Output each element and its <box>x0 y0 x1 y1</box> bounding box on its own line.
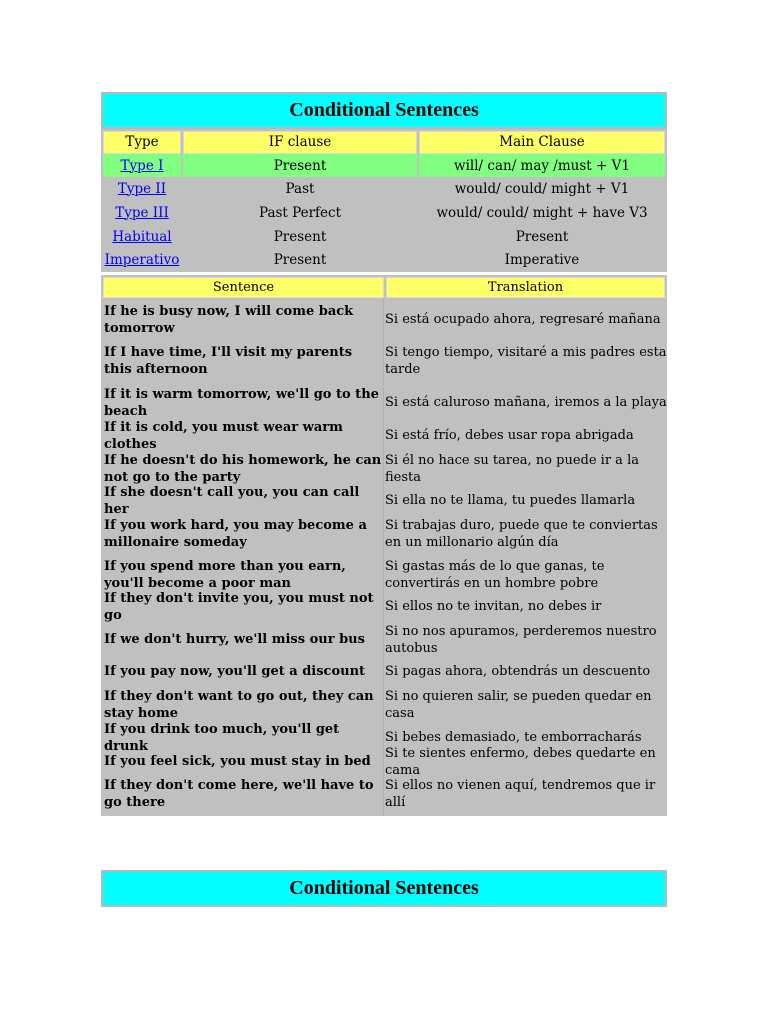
table-row <box>101 484 667 517</box>
sentence-cell: If you drink too much, you'll get drunk <box>104 721 340 754</box>
sentence-cell: If you spend more than you earn, you'll become a poor man <box>104 558 346 591</box>
sentence-cell: If I have time, I'll visit my parents this afternoon <box>104 344 353 377</box>
header-type: Type <box>103 131 181 154</box>
page-title: Conditional Sentences <box>101 92 667 129</box>
table-row <box>101 745 667 778</box>
sentence-cell: If they don't come here, we'll have to go there <box>104 777 374 810</box>
sentence-cell: If you pay now, you'll get a discount <box>104 664 366 680</box>
table-row <box>101 775 667 813</box>
translation-cell: Si ellos no vienen aquí, tendremos que ir allí <box>385 777 656 810</box>
if-clause-cell: Past <box>285 180 315 197</box>
types-header-row <box>101 131 667 154</box>
main-clause-cell: will/ can/ may /must + V1 <box>419 154 665 177</box>
header-if-clause: IF clause <box>183 131 417 154</box>
types-row-habitual <box>101 225 667 248</box>
sentence-cell: If they don't invite you, you must not go <box>104 590 374 623</box>
main-clause-cell: would/ could/ might + have V3 <box>436 204 648 221</box>
translation-cell: Si ellos no te invitan, no debes ir <box>385 599 602 615</box>
sentence-cell: If it is warm tomorrow, we'll go to the beach <box>104 386 379 419</box>
header-sentence: Sentence <box>103 277 384 298</box>
sentence-cell: If she doesn't call you, you can call her <box>104 484 360 517</box>
translation-cell: Si trabajas duro, puede que te conviertas en un millonario algún día <box>385 517 658 550</box>
sentence-cell: If they don't want to go out, they can stay home <box>104 688 374 721</box>
types-row-type-i <box>101 154 667 177</box>
table-row <box>101 556 667 594</box>
translation-cell: Si gastas más de lo que ganas, te convertirás en un hombre pobre <box>385 558 605 591</box>
if-clause-cell: Past Perfect <box>258 204 342 221</box>
section-title-bottom: Conditional Sentences <box>101 870 667 907</box>
types-row-type-iii <box>101 201 667 224</box>
translation-cell: Si te sientes enfermo, debes quedarte en cama <box>385 745 656 778</box>
table-row <box>101 342 667 380</box>
table-row <box>101 419 667 452</box>
translation-cell: Si está caluroso mañana, iremos a la playa <box>385 395 667 411</box>
table-row <box>101 621 667 659</box>
type-cell <box>103 154 181 177</box>
type-iii-link[interactable]: Type III <box>115 204 169 221</box>
translation-cell: Si pagas ahora, obtendrás un descuento <box>385 664 651 680</box>
sentences-table <box>101 275 667 816</box>
main-clause-cell: would/ could/ might + V1 <box>454 180 630 197</box>
type-i-link[interactable]: Type I <box>120 157 164 174</box>
header-main-clause: Main Clause <box>419 131 665 154</box>
sentence-cell: If he is busy now, I will come back tomorrow <box>104 303 354 336</box>
table-row <box>101 686 667 724</box>
table-row <box>101 515 667 553</box>
types-table <box>101 129 667 272</box>
type-cell <box>103 177 181 200</box>
translation-cell: Si él no hace su tarea, no puede ir a la fiesta <box>385 452 639 485</box>
translation-cell: Si está ocupado ahora, regresaré mañana <box>385 312 661 328</box>
table-row <box>101 450 667 488</box>
type-ii-link[interactable]: Type II <box>117 180 167 197</box>
translation-cell: Si bebes demasiado, te emborracharás <box>385 730 642 746</box>
translation-cell: Si tengo tiempo, visitaré a mis padres esta tarde <box>385 344 667 377</box>
main-clause-cell: Imperative <box>504 251 580 268</box>
habitual-link[interactable]: Habitual <box>112 228 172 245</box>
table-row <box>101 301 667 339</box>
translation-cell: Si no quieren salir, se pueden quedar en casa <box>385 688 652 721</box>
if-clause-cell: Present <box>273 251 327 268</box>
table-row <box>101 384 667 422</box>
types-row-imperativo <box>101 248 667 271</box>
sentence-cell: If we don't hurry, we'll miss our bus <box>104 632 365 648</box>
sentence-cell: If you feel sick, you must stay in bed <box>104 754 371 770</box>
if-clause-cell: Present <box>273 228 327 245</box>
table-row <box>101 661 667 683</box>
sentence-cell: If you work hard, you may become a millonaire someday <box>104 517 367 550</box>
type-cell <box>103 201 181 224</box>
type-cell <box>103 248 181 271</box>
header-translation: Translation <box>386 277 665 298</box>
sentence-cell: If it is cold, you must wear warm clothes <box>104 419 343 452</box>
if-clause-cell: Present <box>183 154 417 177</box>
translation-cell: Si no nos apuramos, perderemos nuestro autobus <box>385 623 657 656</box>
imperativo-link[interactable]: Imperativo <box>104 251 180 268</box>
table-row <box>101 590 667 623</box>
types-row-type-ii <box>101 177 667 200</box>
translation-cell: Si ella no te llama, tu puedes llamarla <box>385 493 636 509</box>
main-clause-cell: Present <box>515 228 569 245</box>
sentence-cell: If he doesn't do his homework, he can not go to the party <box>104 452 382 485</box>
translation-cell: Si está frío, debes usar ropa abrigada <box>385 428 634 444</box>
type-cell <box>103 225 181 248</box>
